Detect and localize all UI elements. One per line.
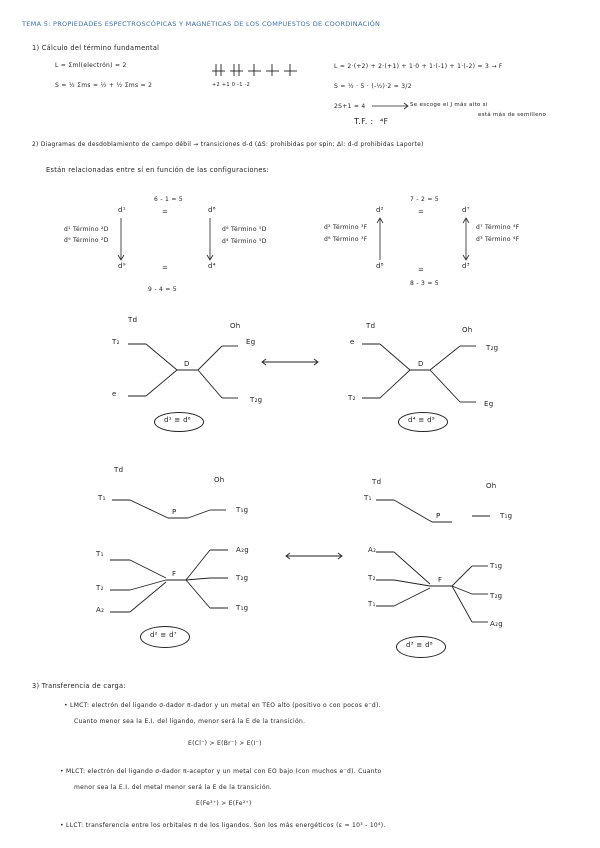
- dl-eg: Eg: [246, 338, 256, 346]
- mlct-line1: • MLCT: electrón del ligando σ-dador π-aceptor y un metal con EO bajo (con muchos e⁻d). Cuanto: [60, 768, 382, 775]
- lmct-line2: Cuanto menor sea la E.I. del ligando, menor será la E de la transición.: [74, 718, 306, 725]
- left-pair-d-tr: d⁶: [208, 206, 216, 214]
- left-pair-top-label: 6 - 1 = 5: [154, 196, 183, 203]
- fl-caption: d² ≡ d⁷: [150, 631, 177, 639]
- fl-t1g: T₁g: [236, 604, 249, 612]
- eq-S-sum: S = ½ · 5 · (-½)·2 = 3/2: [334, 83, 412, 90]
- fl-t1g-top: T₁g: [236, 506, 249, 514]
- fl-a2g: A₂g: [236, 546, 249, 554]
- eq-L-sum: L = 2·(+2) + 2·(+1) + 1·0 + 1·(-1) + 1·(-2) = 3 → F: [334, 63, 503, 70]
- right-pair-note-l2: d⁸ Término ³F: [324, 236, 368, 243]
- section2-heading: 2) Diagramas de desdoblamiento de campo débil → transiciones d-d (ΔS: prohibidas por spin; Δl: d-d prohibidas Laporte): [32, 142, 424, 148]
- dl-t2g: T₂g: [250, 396, 263, 404]
- page-title: TEMA 5: PROPIEDADES ESPECTROSCÓPICAS Y MAGNÉTICAS DE LOS COMPUESTOS DE COORDINACIÓN: [22, 20, 381, 28]
- dl-td: Td: [128, 316, 138, 324]
- left-pair-note-l1: d¹ Término ²D: [64, 226, 109, 233]
- dl-center: D: [184, 360, 190, 368]
- right-pair-bottom-label: 8 - 3 = 5: [410, 280, 439, 287]
- fr-caption: d³ ≡ d⁸: [406, 641, 433, 649]
- right-pair-d-tr: d⁷: [462, 206, 470, 214]
- fr-t1g-top: T₁g: [500, 512, 513, 520]
- left-pair-note-l2: d⁹ Término ²D: [64, 237, 109, 244]
- lmct-eq: E(Cl⁻) > E(Br⁻) > E(I⁻): [188, 740, 262, 747]
- eq-J: 2S+1 = 4: [334, 103, 366, 110]
- left-pair-d-br: d⁴: [208, 262, 216, 270]
- dr-t2g: T₂g: [486, 344, 499, 352]
- term-prefix: T.F. :: [354, 117, 374, 126]
- arrow-note-1: Se escoge el J más alto si: [410, 102, 488, 108]
- orbital-ml-values: +2 +1 0 -1 -2: [212, 82, 251, 88]
- fr-t1-top: T₁: [364, 494, 372, 502]
- fl-td: Td: [114, 466, 124, 474]
- lmct-line1: • LMCT: electrón del ligando σ-dador π-dador y un metal en TEO alto (positivo o con pocos e⁻d).: [64, 702, 381, 709]
- left-pair-bottom-label: 9 - 4 = 5: [148, 286, 177, 293]
- dr-td: Td: [366, 322, 376, 330]
- right-pair-note-r2: d³ Término ⁴F: [476, 236, 520, 243]
- fr-a2: A₂: [368, 546, 377, 554]
- fr-oh: Oh: [486, 482, 497, 490]
- dr-e: e: [350, 338, 355, 346]
- section3-heading: 3) Transferencia de carga:: [32, 682, 126, 690]
- mlct-line2: menor sea la E.I. del metal menor será la E de la transición.: [74, 784, 273, 791]
- dl-t2: T₂: [112, 338, 120, 346]
- fl-t2g: T₂g: [236, 574, 249, 582]
- fr-a2g: A₂g: [490, 620, 503, 628]
- fr-t2g: T₂g: [490, 592, 503, 600]
- fr-p: P: [436, 512, 441, 520]
- dl-e: e: [112, 390, 117, 398]
- section2-subheading: Están relacionadas entre sí en función de las configuraciones:: [46, 166, 269, 174]
- left-pair-note-r1: d⁶ Término ⁵D: [222, 226, 267, 233]
- fr-t1g: T₁g: [490, 562, 503, 570]
- right-pair-d-bl: d⁸: [376, 262, 384, 270]
- fl-a2: A₂: [96, 606, 105, 614]
- term-result: ⁴F: [380, 117, 389, 126]
- left-pair-d-tl: d¹: [118, 206, 126, 214]
- fr-t1: T₁: [368, 600, 376, 608]
- right-pair-eq-bottom: =: [418, 266, 425, 274]
- section1-heading: 1) Cálculo del término fundamental: [32, 44, 160, 52]
- llct-line1: • LLCT: transferencia entre los orbitales π de los ligandos. Son los más energéticos (ε ≈ 10³ - 10⁴).: [60, 822, 386, 829]
- fl-f: F: [172, 570, 177, 578]
- dr-center: D: [418, 360, 424, 368]
- arrow-note-2: está más de semilleno: [478, 112, 547, 118]
- right-pair-top-label: 7 - 2 = 5: [410, 196, 439, 203]
- dl-oh: Oh: [230, 322, 241, 330]
- dr-oh: Oh: [462, 326, 473, 334]
- left-pair-d-bl: d⁹: [118, 262, 126, 270]
- right-pair-eq-top: =: [418, 208, 425, 216]
- left-pair-note-r2: d⁴ Término ⁵D: [222, 238, 267, 245]
- fl-t1: T₁: [96, 550, 104, 558]
- right-pair-d-tl: d²: [376, 206, 384, 214]
- right-pair-note-l1: d² Término ³F: [324, 224, 368, 231]
- fr-t2: T₂: [368, 574, 376, 582]
- fr-f: F: [438, 576, 443, 584]
- fr-td: Td: [372, 478, 382, 486]
- mlct-eq: E(Fe³⁺) > E(Fe²⁺): [196, 800, 252, 807]
- right-pair-d-br: d³: [462, 262, 470, 270]
- eq-L: L = Σml(electrón) = 2: [55, 62, 127, 69]
- dl-caption: d¹ ≡ d⁶: [164, 416, 191, 424]
- left-pair-eq-bottom: =: [162, 264, 169, 272]
- fl-oh: Oh: [214, 476, 225, 484]
- fl-t2: T₂: [96, 584, 104, 592]
- eq-S: S = ½ Σms = ½ + ½ Σms = 2: [55, 82, 153, 89]
- left-pair-eq-top: =: [162, 208, 169, 216]
- fl-p: P: [172, 508, 177, 516]
- dr-eg: Eg: [484, 400, 494, 408]
- fl-t1-top: T₁: [98, 494, 106, 502]
- right-pair-note-r1: d⁷ Término ⁴F: [476, 224, 520, 231]
- dr-caption: d⁴ ≡ d⁹: [408, 416, 435, 424]
- dr-t2: T₂: [348, 394, 356, 402]
